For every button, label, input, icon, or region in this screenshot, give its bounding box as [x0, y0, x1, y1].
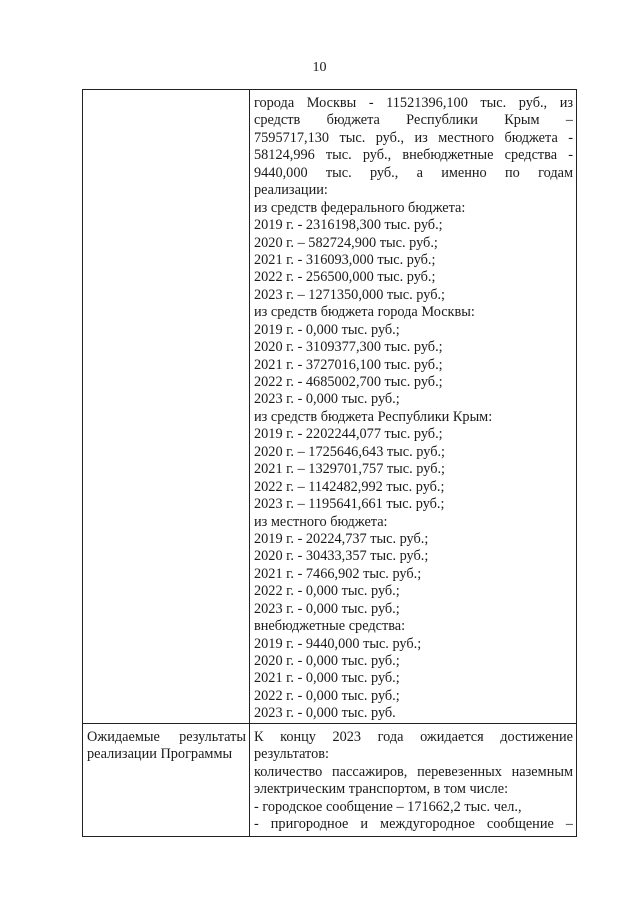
text-line: 2021 г. - 0,000 тыс. руб.; [254, 670, 400, 687]
text-line: средств бюджета Республики Крым – [254, 112, 573, 129]
text-line: 2022 г. - 0,000 тыс. руб.; [254, 583, 400, 600]
text-line: 2019 г. - 2202244,077 тыс. руб.; [254, 426, 443, 443]
text-line: 2023 г. - 0,000 тыс. руб.; [254, 391, 400, 408]
expected-results-text-block [254, 729, 573, 834]
text-line: 2021 г. - 316093,000 тыс. руб.; [254, 251, 436, 268]
funding-row [83, 90, 577, 724]
text-line: из местного бюджета: [254, 513, 388, 530]
text-line: 58124,996 тыс. руб., внебюджетные средства - [254, 147, 573, 164]
text-line: 2022 г. - 4685002,700 тыс. руб.; [254, 374, 443, 390]
text-line: результатов: [254, 746, 329, 763]
text-line: 2020 г. - 0,000 тыс. руб.; [254, 653, 400, 669]
expected-results-label [87, 729, 246, 764]
text-line: 9440,000 тыс. руб., а именно по годам [254, 164, 573, 181]
expected-results-row [83, 723, 577, 836]
text-line: 2021 г. – 1329701,757 тыс. руб.; [254, 461, 446, 478]
text-line: Ожидаемые результаты [87, 728, 246, 745]
text-line: города Москвы - 11521396,100 тыс. руб., из [254, 95, 573, 111]
text-line: - пригородное и междугородное сообщение – [254, 815, 573, 832]
text-line: К концу 2023 года ожидается достижение [254, 728, 573, 745]
page-number: 10 [312, 60, 327, 75]
text-line: реализации Программы [87, 746, 233, 763]
expected-results-details-cell [250, 723, 577, 836]
text-line: - городское сообщение – 171662,2 тыс. чел., [254, 798, 522, 815]
text-line: электрическим транспортом, в том числе: [254, 781, 509, 798]
text-line: 2019 г. - 9440,000 тыс. руб.; [254, 635, 422, 652]
text-line: 2023 г. – 1195641,661 тыс. руб.; [254, 496, 445, 513]
text-line: внебюджетные средства: [254, 618, 406, 635]
text-line: 2021 г. - 7466,902 тыс. руб.; [254, 565, 422, 582]
text-line: реализации: [254, 182, 328, 199]
expected-results-label-cell [83, 723, 250, 836]
text-line: из средств бюджета города Москвы: [254, 304, 475, 321]
text-line: 2020 г. – 582724,900 тыс. руб.; [254, 234, 438, 251]
text-line: количество пассажиров, перевезенных наземным [254, 763, 573, 780]
funding-details-cell [250, 90, 577, 724]
text-line: 2022 г. - 256500,000 тыс. руб.; [254, 269, 436, 286]
funding-label-cell [83, 90, 250, 724]
funding-text-block [254, 95, 573, 723]
text-line: 2020 г. - 3109377,300 тыс. руб.; [254, 339, 443, 356]
text-line: 2019 г. - 2316198,300 тыс. руб.; [254, 217, 443, 234]
text-line: 2023 г. – 1271350,000 тыс. руб.; [254, 286, 446, 303]
text-line: 2021 г. - 3727016,100 тыс. руб.; [254, 356, 443, 373]
text-line: 2019 г. - 0,000 тыс. руб.; [254, 321, 400, 338]
text-line: 2022 г. – 1142482,992 тыс. руб.; [254, 478, 445, 495]
text-line: 2023 г. - 0,000 тыс. руб.; [254, 600, 400, 617]
text-line: 2020 г. - 30433,357 тыс. руб.; [254, 548, 429, 565]
text-line: 2019 г. - 20224,737 тыс. руб.; [254, 530, 429, 547]
text-line: из средств федерального бюджета: [254, 199, 466, 216]
text-line: 2020 г. – 1725646,643 тыс. руб.; [254, 443, 446, 460]
text-line: 2023 г. - 0,000 тыс. руб. [254, 705, 396, 722]
program-passport-table [82, 89, 577, 837]
text-line: 7595717,130 тыс. руб., из местного бюджета - [254, 129, 573, 146]
text-line: 2022 г. - 0,000 тыс. руб.; [254, 687, 400, 704]
text-line: из средств бюджета Республики Крым: [254, 408, 493, 425]
